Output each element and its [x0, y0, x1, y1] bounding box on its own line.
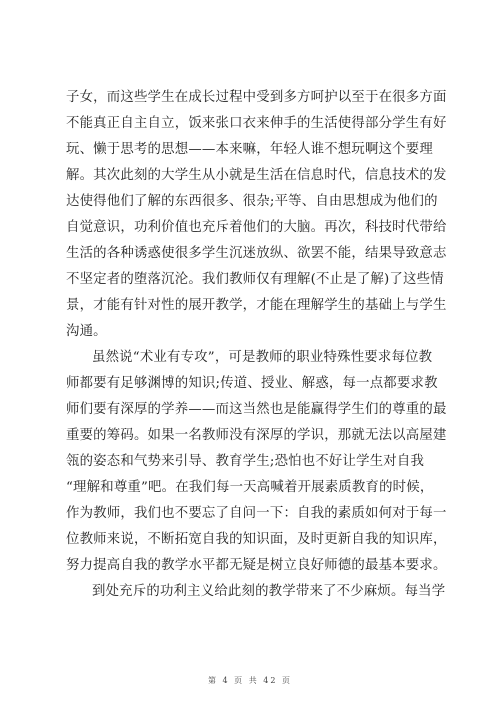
text-line: 景，才能有针对性的展开教学，才能在理解学生的基础上与学生 [66, 298, 447, 313]
document-body [66, 85, 447, 605]
text-line: 不能真正自主自立，饭来张口衣来伸手的生活使得部分学生有好 [66, 116, 447, 131]
text-line: 达使得他们了解的东西很多、很杂;平等、自由思想成为他们的 [66, 194, 438, 209]
text-line: 重要的筹码。如果一名教师没有深厚的学识，那就无法以高屋建 [66, 428, 447, 443]
text-line: 努力提高自我的教学水平都无疑是树立良好师德的最基本要求。 [66, 558, 447, 573]
text-line: 位教师来说，不断拓宽自我的知识面，及时更新自我的知识库， [66, 532, 447, 547]
text-line: 作为教师，我们也不要忘了自问一下：自我的素质如何对于每一 [66, 506, 447, 521]
text-line: 生活的各种诱惑使很多学生沉迷放纵、欲罢不能，结果导致意志 [66, 246, 447, 261]
text-line: 解。其次此刻的大学生从小就是生活在信息时代，信息技术的发 [66, 168, 447, 183]
text-line: 虽然说“术业有专攻”，可是教师的职业特殊性要求每位教 [92, 350, 433, 365]
text-line: 师们要有深厚的学养——而这当然也是能赢得学生们的尊重的最 [66, 402, 447, 417]
text-line: 瓴的姿态和气势来引导、教育学生;恐怕也不好让学生对自我 [66, 454, 425, 469]
text-line: 自觉意识，功利价值也充斥着他们的大脑。再次，科技时代带给 [66, 220, 447, 235]
page-number-footer: 第 4 页 共 42 页 [208, 676, 292, 685]
text-line: 玩、懒于思考的思想——本来嘛，年轻人谁不想玩啊这个要理 [66, 142, 433, 157]
text-line: 到处充斥的功利主义给此刻的教学带来了不少麻烦。每当学 [92, 584, 446, 599]
text-line: 师都要有足够渊博的知识;传道、授业、解惑，每一点都要求教 [66, 376, 438, 391]
text-line: 子女，而这些学生在成长过程中受到多方呵护以至于在很多方面 [66, 90, 447, 105]
text-line: 不坚定者的堕落沉沦。我们教师仅有理解(不止是了解)了这些情 [66, 272, 444, 287]
text-line: “理解和尊重”吧。在我们每一天高喊着开展素质教育的时候， [66, 480, 434, 495]
text-line: 沟通。 [66, 324, 107, 339]
